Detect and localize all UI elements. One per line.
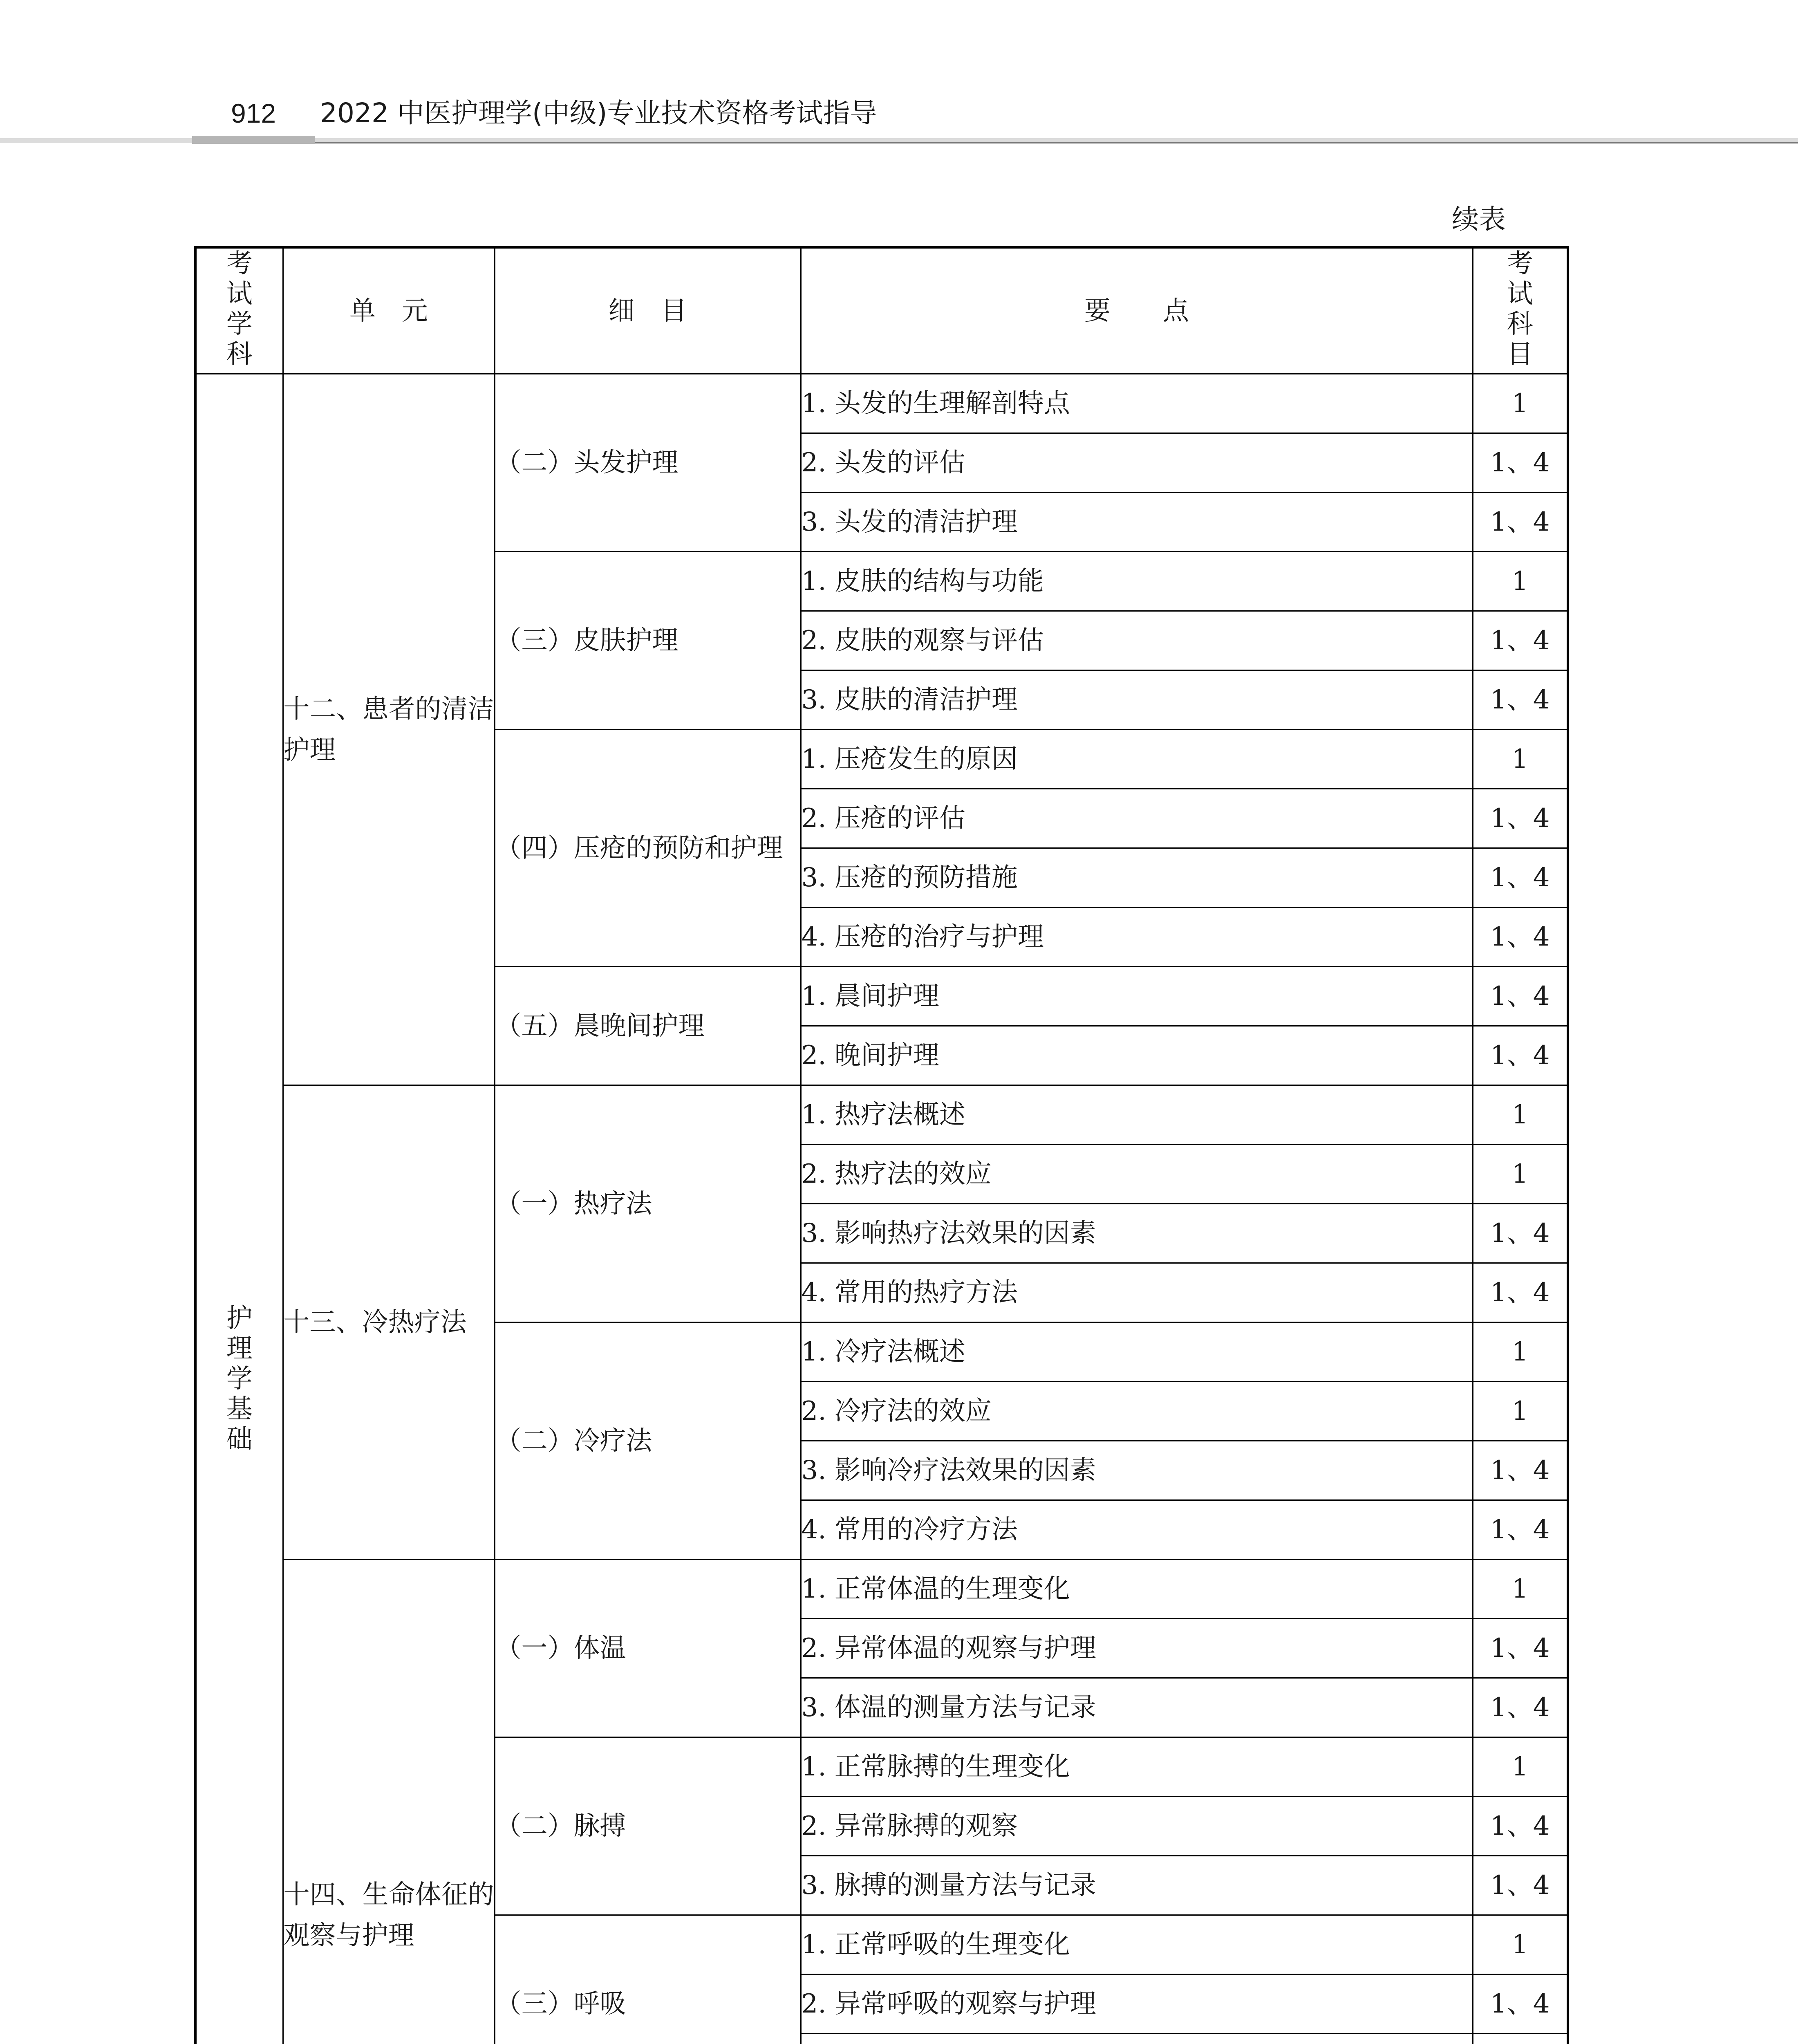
exam-cell: 1、4 [1473, 1619, 1568, 1678]
point-cell: 1. 晨间护理 [801, 967, 1473, 1026]
header-rule-line [315, 142, 1798, 143]
syllabus-table [194, 246, 1569, 2044]
exam-cell: 1 [1473, 1145, 1568, 1204]
exam-cell: 1、4 [1473, 1678, 1568, 1737]
exam-cell: 1、4 [1473, 1797, 1568, 1856]
point-cell: 3. 皮肤的清洁护理 [801, 670, 1473, 730]
exam-cell: 1、4 [1473, 967, 1568, 1026]
point-cell: 3. 脉搏的测量方法与记录 [801, 1856, 1473, 1915]
exam-cell: 1、4 [1473, 908, 1568, 967]
detail-cell: （五）晨晚间护理 [495, 967, 801, 1085]
detail-cell: （一）体温 [495, 1560, 801, 1737]
exam-cell: 1 [1473, 1560, 1568, 1619]
exam-cell: 1 [1473, 552, 1568, 611]
point-cell: 1. 正常体温的生理变化 [801, 1560, 1473, 1619]
point-cell: 2. 异常呼吸的观察与护理 [801, 1975, 1473, 2034]
continued-table-label: 续表 [1452, 204, 1506, 235]
exam-cell: 1、4 [1473, 1026, 1568, 1085]
point-cell: 2. 皮肤的观察与评估 [801, 611, 1473, 670]
exam-cell: 1 [1473, 1915, 1568, 1975]
exam-cell: 1、4 [1473, 1975, 1568, 2034]
exam-cell: 1、4 [1473, 1204, 1568, 1263]
point-cell: 2. 晚间护理 [801, 1026, 1473, 1085]
point-cell: 2. 热疗法的效应 [801, 1145, 1473, 1204]
exam-cell: 1 [1473, 1085, 1568, 1145]
detail-cell: （三）呼吸 [495, 1915, 801, 2044]
point-cell: 2. 异常体温的观察与护理 [801, 1619, 1473, 1678]
point-cell: 3. 压疮的预防措施 [801, 848, 1473, 908]
header-detail: 细 目 [495, 247, 801, 374]
table-row [195, 1560, 1568, 1619]
point-cell [801, 2034, 1473, 2044]
table-row [195, 1085, 1568, 1145]
exam-cell: 1、4 [1473, 1263, 1568, 1322]
point-cell: 1. 热疗法概述 [801, 1085, 1473, 1145]
point-cell: 1. 正常脉搏的生理变化 [801, 1737, 1473, 1797]
point-cell: 1. 头发的生理解剖特点 [801, 374, 1473, 433]
point-cell: 2. 压疮的评估 [801, 789, 1473, 848]
detail-cell: （二）脉搏 [495, 1737, 801, 1915]
page-number: 912 [231, 98, 276, 128]
point-cell: 2. 异常脉搏的观察 [801, 1797, 1473, 1856]
header-rule-accent [192, 136, 315, 144]
header-subject: 考试学科 [195, 247, 283, 374]
point-cell: 2. 头发的评估 [801, 433, 1473, 493]
point-cell: 4. 压疮的治疗与护理 [801, 908, 1473, 967]
exam-cell: 1 [1473, 1322, 1568, 1382]
table-header-row [195, 247, 1568, 374]
exam-cell: 1 [1473, 1737, 1568, 1797]
exam-cell [1473, 2034, 1568, 2044]
table-row [195, 374, 1568, 433]
detail-cell: （二）冷疗法 [495, 1322, 801, 1560]
exam-cell: 1 [1473, 1382, 1568, 1441]
exam-cell: 1、4 [1473, 848, 1568, 908]
header-unit: 单 元 [283, 247, 495, 374]
point-cell: 4. 常用的冷疗方法 [801, 1500, 1473, 1560]
exam-cell: 1、4 [1473, 670, 1568, 730]
unit-cell: 十四、生命体征的观察与护理 [283, 1560, 495, 2044]
point-cell: 3. 头发的清洁护理 [801, 493, 1473, 552]
point-cell: 4. 常用的热疗方法 [801, 1263, 1473, 1322]
exam-cell: 1、4 [1473, 1500, 1568, 1560]
exam-cell: 1 [1473, 374, 1568, 433]
exam-cell: 1、4 [1473, 433, 1568, 493]
header-points: 要 点 [801, 247, 1473, 374]
point-cell: 2. 冷疗法的效应 [801, 1382, 1473, 1441]
detail-cell: （二）头发护理 [495, 374, 801, 552]
exam-cell: 1、4 [1473, 789, 1568, 848]
point-cell: 3. 影响热疗法效果的因素 [801, 1204, 1473, 1263]
running-header-title: 2022 中医护理学(中级)专业技术资格考试指导 [320, 97, 877, 129]
point-cell: 1. 皮肤的结构与功能 [801, 552, 1473, 611]
point-cell: 1. 冷疗法概述 [801, 1322, 1473, 1382]
unit-cell: 十二、患者的清洁护理 [283, 374, 495, 1085]
point-cell: 1. 压疮发生的原因 [801, 730, 1473, 789]
header-exam: 考试科目 [1473, 247, 1568, 374]
detail-cell: （三）皮肤护理 [495, 552, 801, 730]
exam-cell: 1 [1473, 730, 1568, 789]
point-cell: 3. 体温的测量方法与记录 [801, 1678, 1473, 1737]
point-cell: 3. 影响冷疗法效果的因素 [801, 1441, 1473, 1500]
exam-cell: 1、4 [1473, 611, 1568, 670]
point-cell: 1. 正常呼吸的生理变化 [801, 1915, 1473, 1975]
exam-cell: 1、4 [1473, 493, 1568, 552]
exam-cell: 1、4 [1473, 1856, 1568, 1915]
detail-cell: （一）热疗法 [495, 1085, 801, 1322]
exam-cell: 1、4 [1473, 1441, 1568, 1500]
detail-cell: （四）压疮的预防和护理 [495, 730, 801, 967]
subject-cell: 护理学基础 [195, 374, 283, 2044]
unit-cell: 十三、冷热疗法 [283, 1085, 495, 1560]
